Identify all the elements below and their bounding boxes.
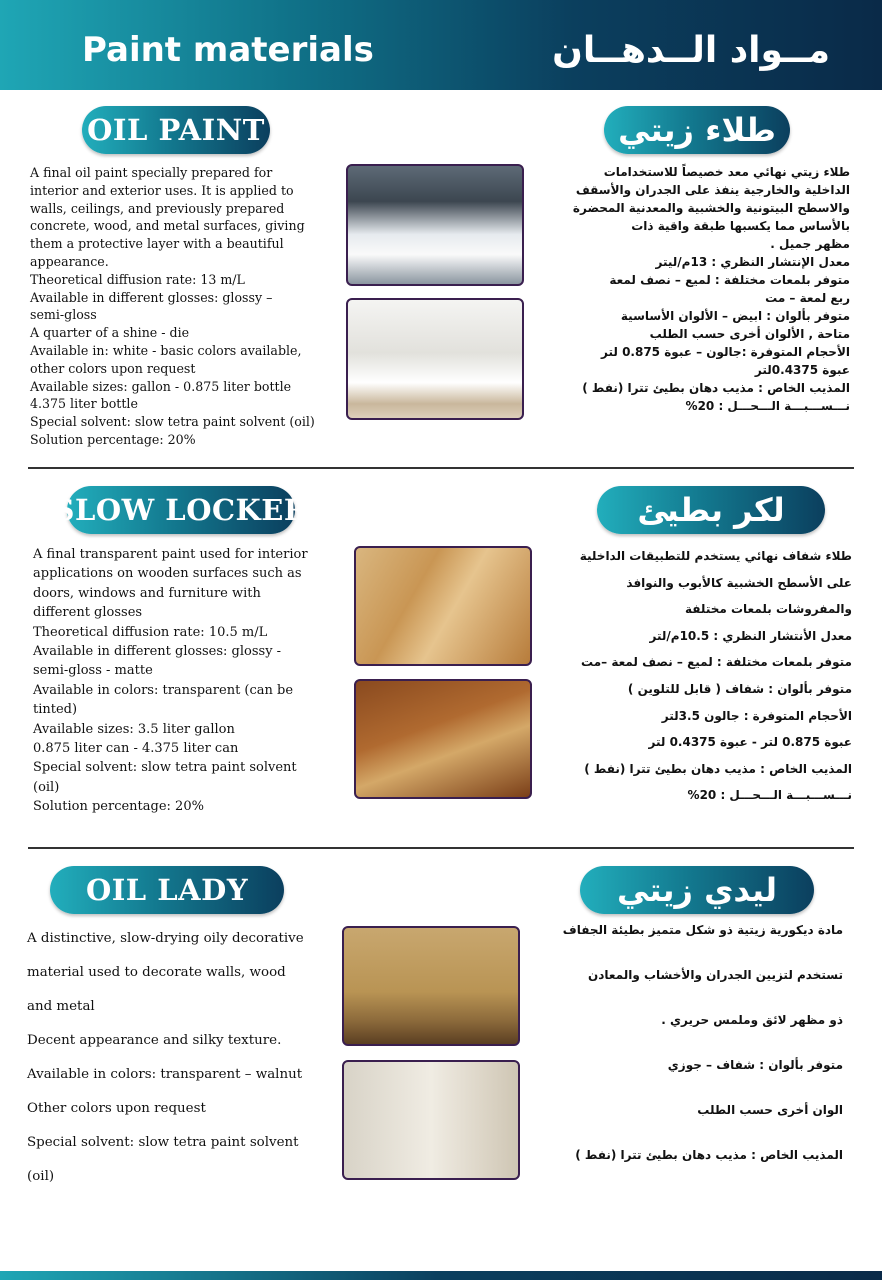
text-line: الأحجام المتوفرة :جالون – عبوة 0.875 لتر xyxy=(601,345,850,359)
text-line: والمفروشات بلمعات مختلفة xyxy=(685,602,852,617)
text-line: معدل الإنتشار النظري : 13م/ليتر xyxy=(655,255,850,269)
text-line: semi-gloss - matte xyxy=(33,663,153,679)
text-line: interior and exterior uses. It is applied to xyxy=(30,182,294,198)
section-title-oil-lady-en: OIL LADY xyxy=(50,866,284,914)
text-line: Available in different glosses: glossy - xyxy=(33,644,282,660)
text-line: Solution percentage: 20% xyxy=(30,431,196,447)
text-line: Available in: white - basic colors available, xyxy=(30,342,302,358)
text-line: عبوة 0.4375لتر xyxy=(754,363,850,377)
text-line: معدل الأنتشار النظري : 10.5م/لتر xyxy=(649,628,852,643)
text-line: متاحة , الألوان أخرى حسب الطلب xyxy=(649,327,850,341)
slow-locker-description-en xyxy=(33,545,308,817)
text-line: تستخدم لتزيين الجدران والأخشاب والمعادن xyxy=(588,968,843,982)
text-line: متوفر بلمعات مختلفة : لميع – نصف لمعة –مت xyxy=(581,655,852,670)
section-title-oil-paint-ar: طلاء زيتي xyxy=(604,106,790,154)
text-line: doors, windows and furniture with xyxy=(33,585,261,601)
text-line: Available sizes: 3.5 liter gallon xyxy=(33,721,235,737)
text-line: them a protective layer with a beautiful xyxy=(30,236,284,252)
text-line: المذيب الخاص : مذيب دهان بطيئ تترا (نفط ) xyxy=(575,1148,843,1162)
text-line: Special solvent: slow tetra paint solvent xyxy=(33,760,297,776)
section-title-oil-lady-ar: ليدي زيتي xyxy=(580,866,814,914)
section-title-slow-locker-ar: لكر بطيئ xyxy=(597,486,825,534)
text-line: Theoretical diffusion rate: 10.5 m/L xyxy=(33,624,268,640)
text-line: الوان أخرى حسب الطلب xyxy=(697,1103,843,1117)
text-line: Decent appearance and silky texture. xyxy=(27,1033,282,1048)
oil-lady-description-en xyxy=(27,922,304,1194)
section-divider xyxy=(28,467,854,469)
text-line: A distinctive, slow-drying oily decorative xyxy=(27,931,304,946)
text-line: Available in colors: transparent (can be xyxy=(33,682,294,698)
text-line: different glosses xyxy=(33,605,143,621)
text-line: A final transparent paint used for interior xyxy=(33,547,308,562)
text-line: بالأساس مما يكسبها طبقة واقية ذات xyxy=(631,219,850,233)
text-line: طلاء زيتي نهائي معد خصيصاً للاستخدامات xyxy=(603,165,850,179)
text-line: walls, ceilings, and previously prepared xyxy=(30,200,285,216)
oil-lady-description-ar xyxy=(563,921,843,1191)
text-line: مادة ديكورية زيتية ذو شكل متميز بطيئة الجفاف xyxy=(562,923,843,937)
text-line: الأحجام المتوفرة : جالون 3.5لتر xyxy=(661,708,852,723)
living-room-photo xyxy=(346,298,524,420)
text-line: المذيب الخاص : مذيب دهان بطيئ تترا (نفط ) xyxy=(582,381,850,395)
text-line: concrete, wood, and metal surfaces, giving xyxy=(30,218,305,234)
varnish-brush-photo xyxy=(354,679,532,799)
text-line: ذو مظهر لائق وملمس حريري . xyxy=(661,1013,843,1027)
text-line: مظهر جميل . xyxy=(770,237,850,251)
text-line: عبوة 0.875 لتر - عبوة 0.4375 لتر xyxy=(648,735,852,750)
section-title-slow-locker-en: SLOW LOCKER xyxy=(67,486,295,534)
text-line: Special solvent: slow tetra paint solvent (oil) xyxy=(30,414,315,430)
text-line: Available sizes: gallon - 0.875 liter bottle xyxy=(30,378,292,394)
section-divider xyxy=(28,847,854,849)
text-line: tinted) xyxy=(33,702,78,718)
text-line: appearance. xyxy=(30,253,109,269)
text-line: semi-gloss xyxy=(30,307,97,323)
oil-paint-description-ar xyxy=(573,163,850,415)
text-line: متوفر بلمعات مختلفة : لميع – نصف لمعة xyxy=(609,273,850,287)
text-line: 4.375 liter bottle xyxy=(30,396,138,412)
slow-locker-description-ar xyxy=(580,543,852,809)
text-line: applications on wooden surfaces such as xyxy=(33,566,302,582)
text-line: ربع لمعة – مت xyxy=(765,291,850,305)
text-line: and metal xyxy=(27,999,95,1014)
text-line: متوفر بألوان : ابيض – الألوان الأساسية xyxy=(620,309,850,323)
text-line: (oil) xyxy=(27,1169,55,1184)
section-title-oil-paint-en: OIL PAINT xyxy=(82,106,270,154)
text-line: Available in colors: transparent – walnut xyxy=(27,1067,303,1082)
text-line: other colors upon request xyxy=(30,360,196,376)
bedroom-photo xyxy=(346,164,524,286)
text-line: نـــســـبـــة الـــحـــل : 20% xyxy=(687,788,852,803)
page-title-en: Paint materials xyxy=(82,30,374,70)
text-line: نـــســـبـــة الـــحـــل : 20% xyxy=(685,399,850,413)
text-line: A quarter of a shine - die xyxy=(30,325,190,341)
text-line: A final oil paint specially prepared for xyxy=(30,165,273,180)
text-line: على الأسطح الخشبية كالأبوب والنوافذ xyxy=(626,575,852,590)
text-line: Solution percentage: 20% xyxy=(33,799,204,815)
text-line: متوفر بألوان : شفاف – جوزي xyxy=(667,1058,843,1072)
brush-on-wood-photo xyxy=(354,546,532,666)
text-line: Available in different glosses: glossy – xyxy=(30,289,273,305)
text-line: (oil) xyxy=(33,779,60,795)
dining-room-photo xyxy=(342,1060,520,1180)
page-header xyxy=(0,0,882,90)
text-line: 0.875 liter can - 4.375 liter can xyxy=(33,741,239,757)
text-line: material used to decorate walls, wood xyxy=(27,965,286,980)
text-line: طلاء شفاف نهائي يستخدم للتطبيقات الداخلية xyxy=(579,549,852,563)
decorative-wall-photo xyxy=(342,926,520,1046)
oil-paint-description-en xyxy=(30,164,315,449)
text-line: الداخلية والخارجية ينفذ على الجدران والأسقف xyxy=(575,183,850,197)
text-line: Special solvent: slow tetra paint solvent xyxy=(27,1135,299,1150)
text-line: Theoretical diffusion rate: 13 m/L xyxy=(30,271,245,287)
page-footer-bar xyxy=(0,1271,882,1280)
text-line: المذيب الخاص : مذيب دهان بطيئ تترا (نفط ) xyxy=(584,761,852,776)
text-line: والاسطح البيتونية والخشبية والمعدنية المحضرة xyxy=(572,201,850,215)
page-title-ar: مــواد الــدهــان xyxy=(552,30,830,71)
text-line: Other colors upon request xyxy=(27,1101,206,1116)
text-line: متوفر بألوان : شفاف ( قابل للتلوين ) xyxy=(627,681,852,696)
